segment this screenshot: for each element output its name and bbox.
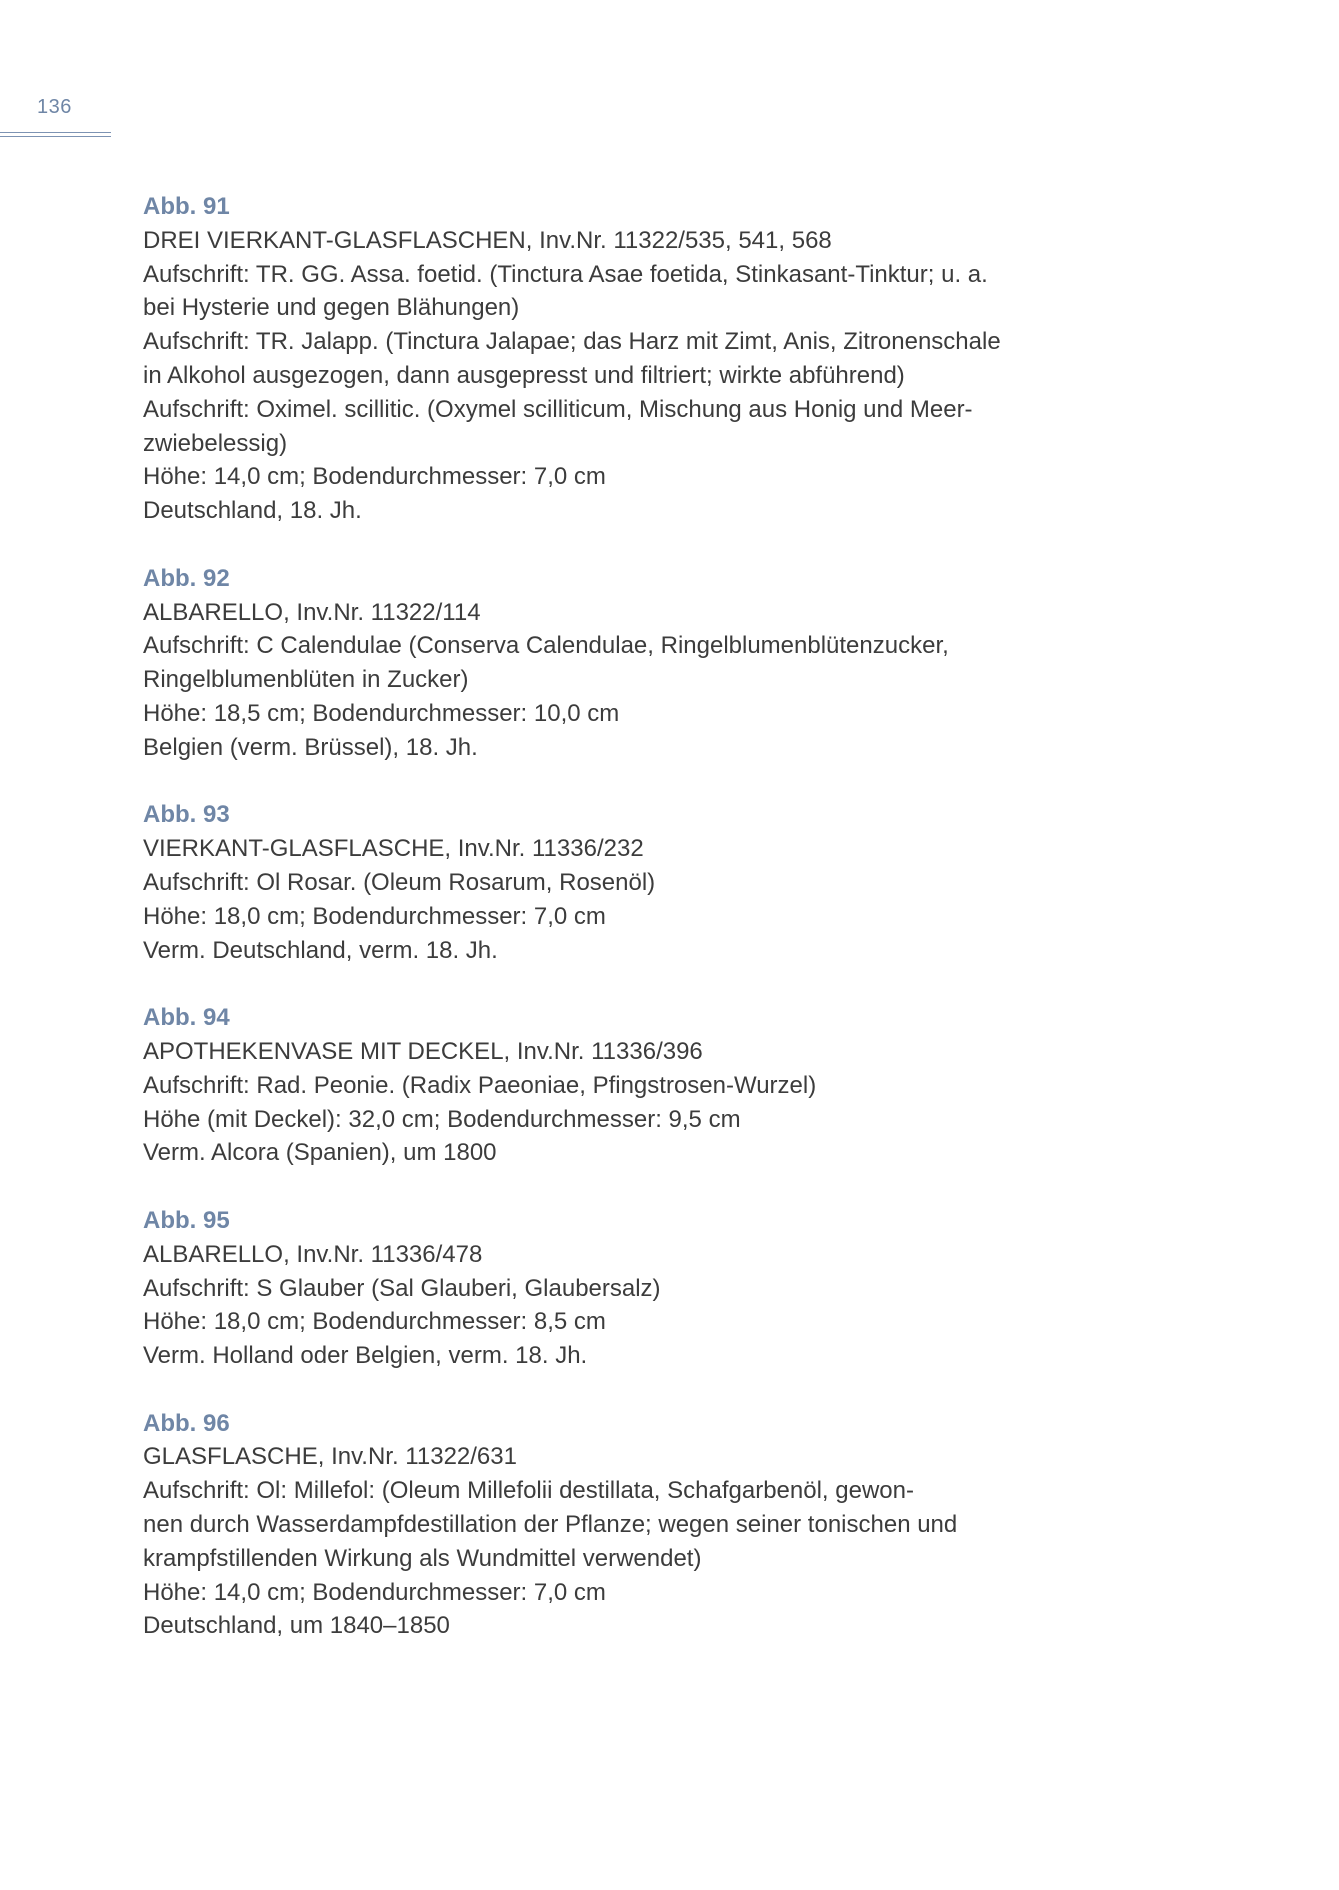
entry-line: Höhe: 18,0 cm; Bodendurchmesser: 7,0 cm: [143, 902, 606, 930]
entry-line: Aufschrift: Rad. Peonie. (Radix Paeoniae, Pfingstrosen-Wurzel): [143, 1071, 817, 1099]
entry-line: Aufschrift: TR. Jalapp. (Tinctura Jalapae; das Harz mit Zimt, Anis, Zitronenschale: [143, 328, 1001, 356]
entry-line: Höhe: 14,0 cm; Bodendurchmesser: 7,0 cm: [143, 463, 606, 491]
entry-line: Belgien (verm. Brüssel), 18. Jh.: [143, 733, 478, 761]
entry-line: bei Hysterie und gegen Blähungen): [143, 294, 520, 322]
entry-title: Abb. 92: [143, 564, 230, 592]
entry-line: Aufschrift: Ol: Millefol: (Oleum Millefolii destillata, Schafgarbenöl, gewon-: [143, 1477, 914, 1505]
entry-line: nen durch Wasserdampfdestillation der Pflanze; wegen seiner tonischen und: [143, 1511, 958, 1539]
entry-title: Abb. 94: [143, 1004, 230, 1032]
entry-line: Verm. Deutschland, verm. 18. Jh.: [143, 936, 498, 964]
entry-line: Höhe: 18,0 cm; Bodendurchmesser: 8,5 cm: [143, 1308, 606, 1336]
entry-abb-96: [143, 1407, 1043, 1644]
page-number: 136: [37, 96, 72, 118]
entry-line: ALBARELLO, Inv.Nr. 11322/114: [143, 598, 481, 626]
entry-title: Abb. 93: [143, 801, 230, 829]
entry-abb-92: [143, 562, 1043, 765]
entry-line: Deutschland, 18. Jh.: [143, 497, 362, 525]
entry-title: Abb. 95: [143, 1206, 230, 1234]
entry-line: Verm. Holland oder Belgien, verm. 18. Jh.: [143, 1342, 588, 1370]
entry-line: Aufschrift: C Calendulae (Conserva Calendulae, Ringelblumenblütenzucker,: [143, 632, 949, 660]
entry-title: Abb. 91: [143, 193, 230, 220]
entry-abb-95: [143, 1204, 1043, 1373]
entry-line: Aufschrift: Oximel. scillitic. (Oxymel scilliticum, Mischung aus Honig und Meer-: [143, 395, 973, 423]
header-rule-top: [0, 132, 111, 133]
entry-line: Deutschland, um 1840–1850: [143, 1612, 450, 1640]
entry-line: APOTHEKENVASE MIT DECKEL, Inv.Nr. 11336/396: [143, 1037, 703, 1065]
entry-line: Höhe: 18,5 cm; Bodendurchmesser: 10,0 cm: [143, 699, 620, 727]
entry-line: Ringelblumenblüten in Zucker): [143, 666, 469, 694]
entry-abb-91: [143, 190, 1043, 528]
entry-line: Aufschrift: TR. GG. Assa. foetid. (Tinctura Asae foetida, Stinkasant-Tinktur; u. a.: [143, 260, 988, 288]
entry-line: Verm. Alcora (Spanien), um 1800: [143, 1139, 497, 1167]
entry-abb-93: [143, 798, 1043, 967]
entry-line: zwiebelessig): [143, 429, 288, 457]
entry-line: Aufschrift: Ol Rosar. (Oleum Rosarum, Rosenöl): [143, 868, 656, 896]
entry-line: Höhe: 14,0 cm; Bodendurchmesser: 7,0 cm: [143, 1578, 606, 1606]
entry-line: Höhe (mit Deckel): 32,0 cm; Bodendurchmesser: 9,5 cm: [143, 1105, 741, 1133]
entry-line: Aufschrift: S Glauber (Sal Glauberi, Glaubersalz): [143, 1274, 661, 1302]
entry-line: DREI VIERKANT-GLASFLASCHEN, Inv.Nr. 11322/535, 541, 568: [143, 226, 832, 254]
entry-title: Abb. 96: [143, 1409, 230, 1437]
entry-line: krampfstillenden Wirkung als Wundmittel verwendet): [143, 1544, 702, 1572]
entry-line: VIERKANT-GLASFLASCHE, Inv.Nr. 11336/232: [143, 835, 644, 863]
entry-line: GLASFLASCHE, Inv.Nr. 11322/631: [143, 1443, 517, 1471]
catalog-entries: [143, 190, 1043, 1677]
entry-line: in Alkohol ausgezogen, dann ausgepresst und filtriert; wirkte abführend): [143, 361, 905, 389]
header-rule-bottom: [0, 136, 111, 137]
entry-abb-94: [143, 1001, 1043, 1170]
entry-line: ALBARELLO, Inv.Nr. 11336/478: [143, 1240, 483, 1268]
